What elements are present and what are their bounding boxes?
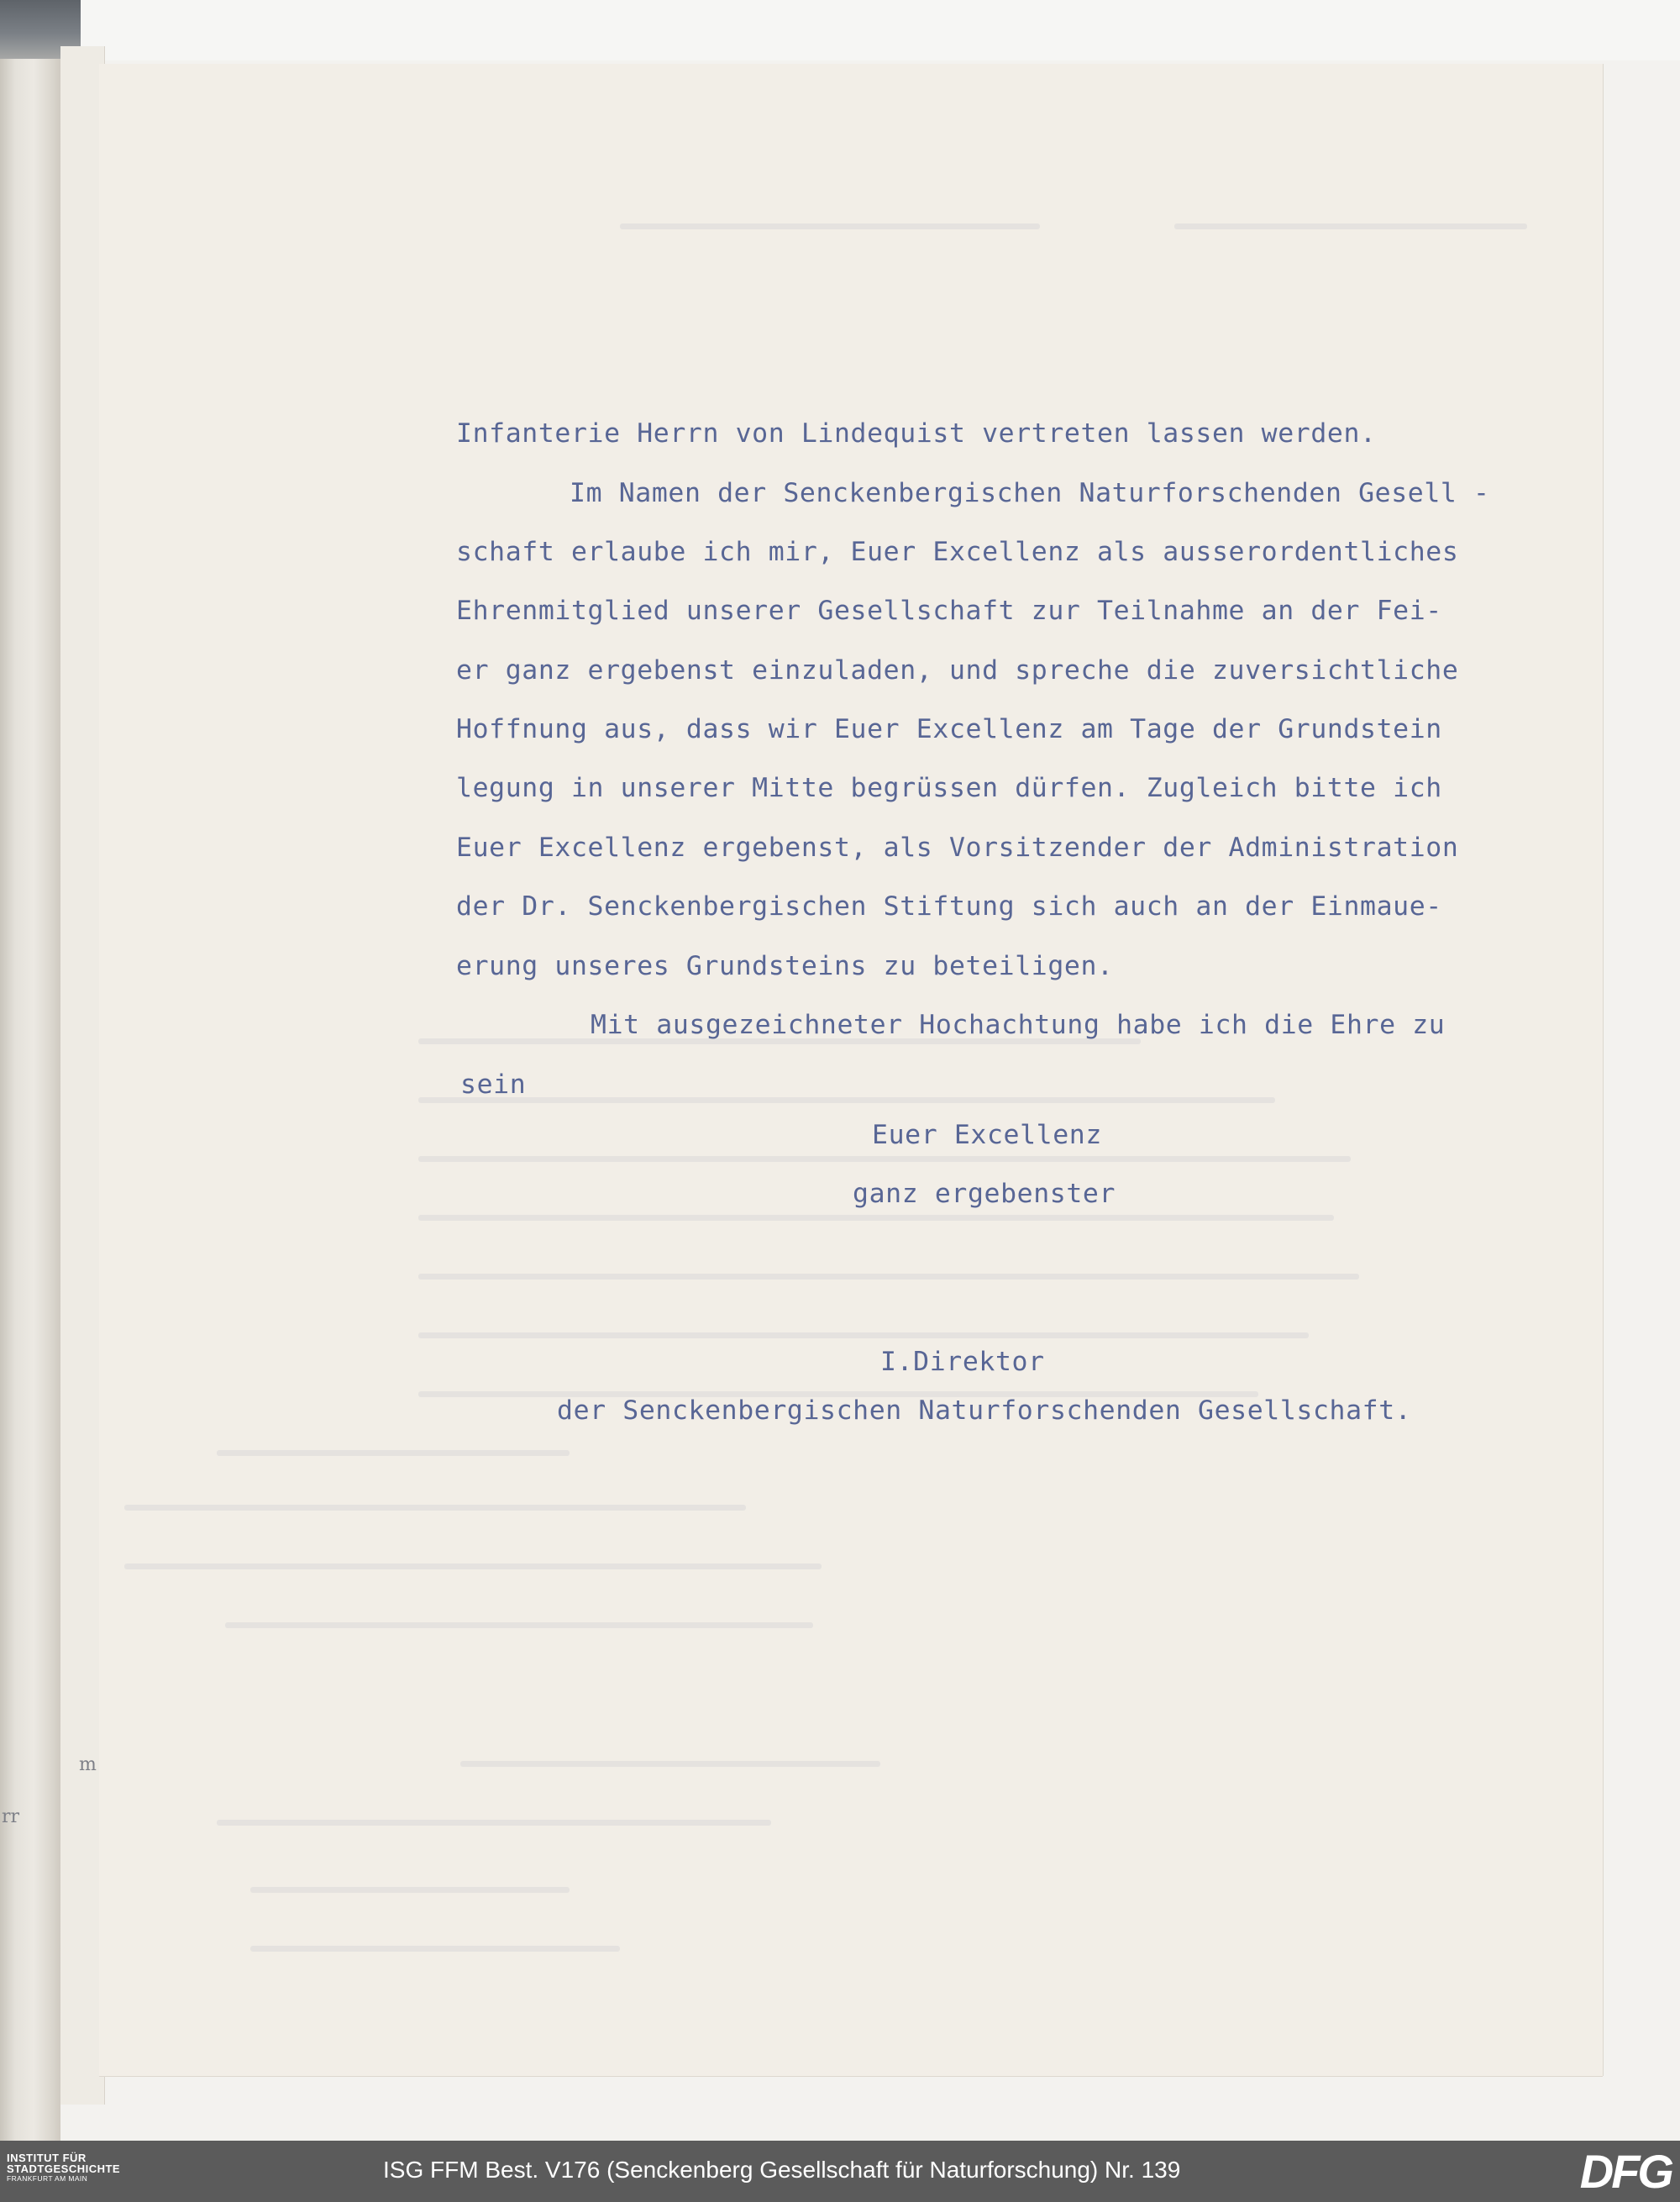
closing-salutation: Euer Excellenz: [872, 1120, 1102, 1150]
letter-line: Infanterie Herrn von Lindequist vertreten lassen werden.: [456, 418, 1377, 449]
institute-name-line2: STADTGESCHICHTE: [7, 2163, 121, 2175]
institute-logo: [7, 2152, 120, 2184]
institute-name-line1: INSTITUT FÜR: [7, 2152, 87, 2164]
letter-line: Hoffnung aus, dass wir Euer Excellenz am Tage der Grundstein: [456, 714, 1442, 744]
letter-line: Ehrenmitglied unserer Gesellschaft zur Teilnahme an der Fei-: [456, 596, 1442, 626]
letter-line: schaft erlaube ich mir, Euer Excellenz als ausserordentliches: [456, 537, 1459, 567]
closing-regards: ganz ergebenster: [853, 1179, 1116, 1209]
under-sheet-mark: rr: [2, 1806, 20, 1827]
archive-caption: ISG FFM Best. V176 (Senckenberg Gesellschaft für Naturforschung) Nr. 139: [383, 2157, 1181, 2183]
footer-bar: [0, 2141, 1680, 2202]
institute-city: FRANKFURT AM MAIN: [7, 2174, 88, 2183]
letter-line: Im Namen der Senckenbergischen Naturforschenden Gesell -: [570, 478, 1490, 508]
letter-line: Mit ausgezeichneter Hochachtung habe ich die Ehre zu: [591, 1010, 1446, 1040]
letter-line: er ganz ergebenst einzuladen, und spreche die zuversichtliche: [456, 655, 1459, 686]
signatory-title: I.Direktor: [880, 1347, 1045, 1377]
scanner-top-edge: [0, 0, 1680, 60]
under-sheet-mark: m: [79, 1754, 97, 1775]
letter-line: sein: [460, 1069, 527, 1100]
signatory-organization: der Senckenbergischen Naturforschenden Gesellschaft.: [557, 1395, 1412, 1426]
letter-line: erung unseres Grundsteins zu beteiligen.: [456, 951, 1114, 981]
letter-line: der Dr. Senckenbergischen Stiftung sich auch an der Einmaue-: [456, 891, 1442, 922]
letter-line: legung in unserer Mitte begrüssen dürfen. Zugleich bitte ich: [456, 773, 1442, 803]
dfg-logo: DFG: [1579, 2145, 1672, 2198]
document-page: [99, 64, 1603, 2076]
letter-line: Euer Excellenz ergebenst, als Vorsitzender der Administration: [456, 833, 1459, 863]
